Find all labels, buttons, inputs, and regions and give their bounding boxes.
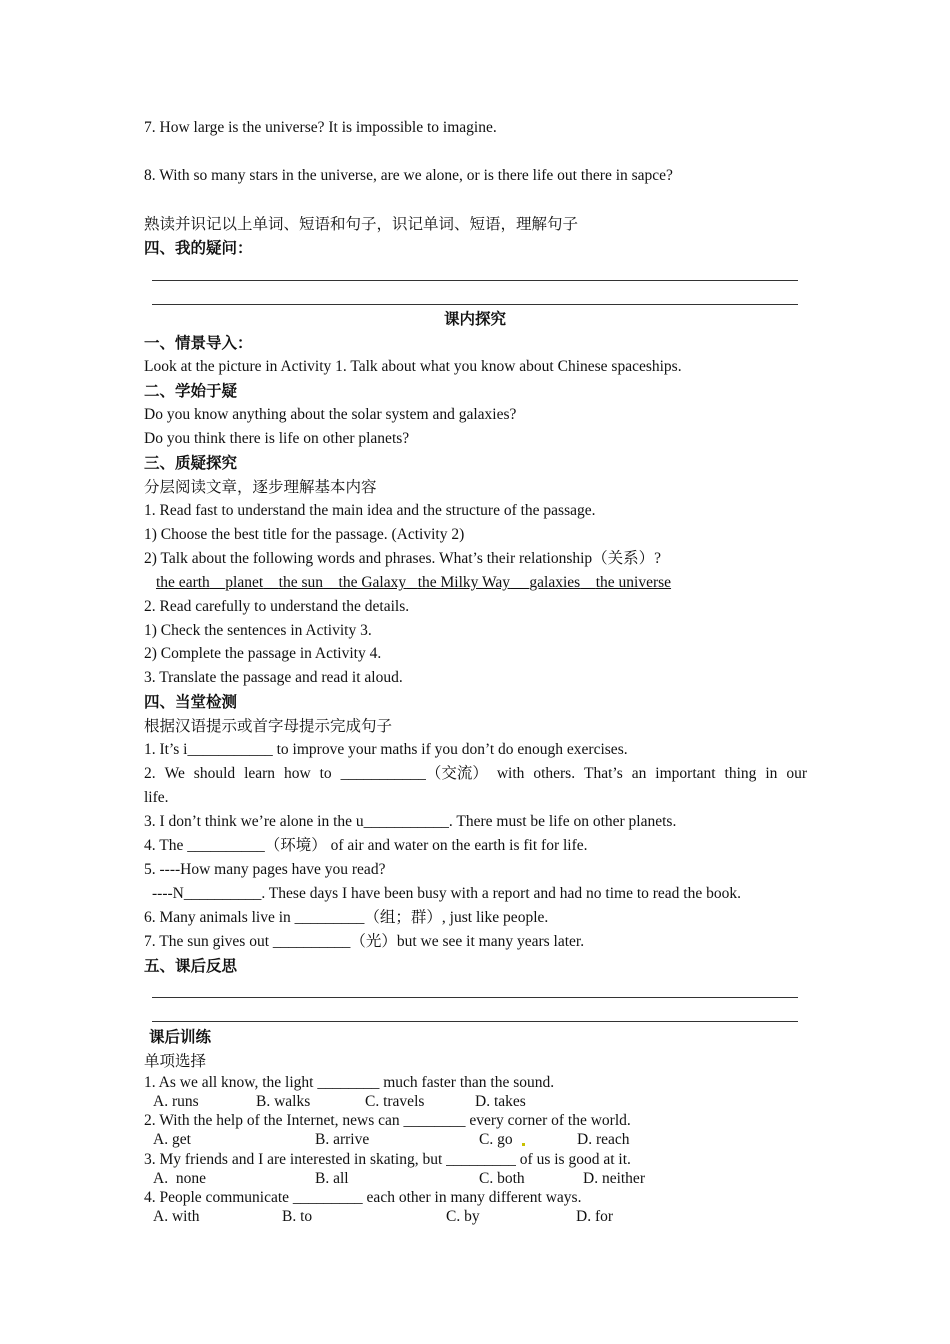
word: others. <box>533 765 576 782</box>
test-instruction: 根据汉语提示或首字母提示完成句子 <box>144 717 393 735</box>
option-b[interactable]: B. arrive <box>315 1131 370 1148</box>
option-b[interactable]: B. all <box>315 1170 349 1187</box>
word-item: galaxies <box>529 574 581 591</box>
word-list <box>156 573 671 593</box>
word: how <box>283 765 311 782</box>
option-d[interactable]: D. takes <box>475 1093 526 1110</box>
option-a[interactable]: A. get <box>153 1131 191 1148</box>
heading-reflection: 五、课后反思 <box>144 957 238 975</box>
word: with <box>496 765 525 782</box>
exercise-2-continued: life. <box>144 789 169 806</box>
reflection-line <box>152 997 798 998</box>
exercise-1: 1. It’s i___________ to improve your maths if you don’t do enough exercises. <box>144 741 628 758</box>
word-item: planet <box>225 574 264 591</box>
reflection-line <box>152 1021 798 1022</box>
blank-with-hint: ___________（交流） <box>340 765 488 782</box>
option-b[interactable]: B. to <box>282 1208 313 1225</box>
option-c[interactable]: C. both <box>479 1170 525 1187</box>
exercise-5-answer: ----N__________. These days I have been busy with a report and had no time to read the book. <box>152 885 741 902</box>
task-2-1: 1) Check the sentences in Activity 3. <box>144 622 372 639</box>
question-3: 3. My friends and I are interested in skating, but _________ of us is good at it. <box>144 1151 631 1168</box>
word-item: the universe <box>595 574 672 591</box>
sentence-7: 7. How large is the universe? It is impossible to imagine. <box>144 119 497 136</box>
section-title-after-class: 课后训练 <box>149 1028 212 1046</box>
option-d[interactable]: D. neither <box>583 1170 645 1187</box>
question-1: 1. As we all know, the light ________ much faster than the sound. <box>144 1074 555 1091</box>
doubt-question-2: Do you think there is life on other planets? <box>144 430 410 447</box>
word: 2. <box>144 765 156 782</box>
word: an <box>631 765 647 782</box>
heading-in-class-test: 四、当堂检测 <box>144 693 238 711</box>
scene-intro-text: Look at the picture in Activity 1. Talk about what you know about Chinese spaceships. <box>144 358 682 375</box>
questions-heading: 四、我的疑问： <box>144 239 253 257</box>
option-c[interactable]: C. travels <box>365 1093 425 1110</box>
word-item: the earth <box>156 574 210 591</box>
word: our <box>786 765 807 782</box>
option-d[interactable]: D. for <box>576 1208 614 1225</box>
decorative-dot <box>522 1143 525 1146</box>
heading-scene-intro: 一、情景导入： <box>144 334 253 352</box>
task-3: 3. Translate the passage and read it aloud. <box>144 669 403 686</box>
word: in <box>765 765 778 782</box>
question-4: 4. People communicate _________ each other in many different ways. <box>144 1189 582 1206</box>
task-1-2: 2) Talk about the following words and phrases. What’s their relationship（关系）? <box>144 550 662 567</box>
exercise-3: 3. I don’t think we’re alone in the u___________. There must be life on other planets. <box>144 813 677 830</box>
single-choice-label: 单项选择 <box>144 1052 207 1070</box>
option-d[interactable]: D. reach <box>577 1131 630 1148</box>
word-item: the Milky Way <box>417 574 511 591</box>
word: That’s <box>584 765 623 782</box>
doubt-question-1: Do you know anything about the solar system and galaxies? <box>144 406 517 423</box>
memorize-instruction: 熟读并识记以上单词、短语和句子，识记单词、短语，理解句子 <box>144 215 579 233</box>
task-2-2: 2) Complete the passage in Activity 4. <box>144 645 382 662</box>
task-2: 2. Read carefully to understand the details. <box>144 598 410 615</box>
heading-inquiry: 三、质疑探究 <box>144 454 238 472</box>
word-item: the sun <box>278 574 324 591</box>
word-item: the Galaxy <box>338 574 407 591</box>
task-1: 1. Read fast to understand the main idea and the structure of the passage. <box>144 502 596 519</box>
question-2: 2. With the help of the Internet, news can ________ every corner of the world. <box>144 1112 631 1129</box>
answer-line <box>152 280 798 281</box>
option-a[interactable]: A. runs <box>153 1093 199 1110</box>
exercise-5-question: 5. ----How many pages have you read? <box>144 861 386 878</box>
answer-line <box>152 304 798 305</box>
option-c[interactable]: C. by <box>446 1208 480 1225</box>
word: important <box>655 765 716 782</box>
task-1-1: 1) Choose the best title for the passage. (Activity 2) <box>144 526 465 543</box>
exercise-6: 6. Many animals live in _________（组；群）, just like people. <box>144 909 549 926</box>
exercise-2 <box>144 764 807 784</box>
section-title-in-class: 课内探究 <box>443 310 506 328</box>
word: thing <box>724 765 757 782</box>
exercise-4: 4. The __________（环境） of air and water on the earth is fit for life. <box>144 837 588 854</box>
option-b[interactable]: B. walks <box>256 1093 311 1110</box>
word: should <box>193 765 236 782</box>
word: We <box>164 765 185 782</box>
sentence-8: 8. With so many stars in the universe, are we alone, or is there life out there in sapce? <box>144 167 673 184</box>
inquiry-intro: 分层阅读文章，逐步理解基本内容 <box>144 478 377 496</box>
word: to <box>319 765 332 782</box>
option-a[interactable]: A. with <box>153 1208 200 1225</box>
option-c[interactable]: C. go <box>479 1131 513 1148</box>
word: learn <box>244 765 276 782</box>
heading-learn-by-doubt: 二、学始于疑 <box>144 382 238 400</box>
exercise-7: 7. The sun gives out __________（光）but we see it many years later. <box>144 933 585 950</box>
option-a[interactable]: A. none <box>153 1170 206 1187</box>
